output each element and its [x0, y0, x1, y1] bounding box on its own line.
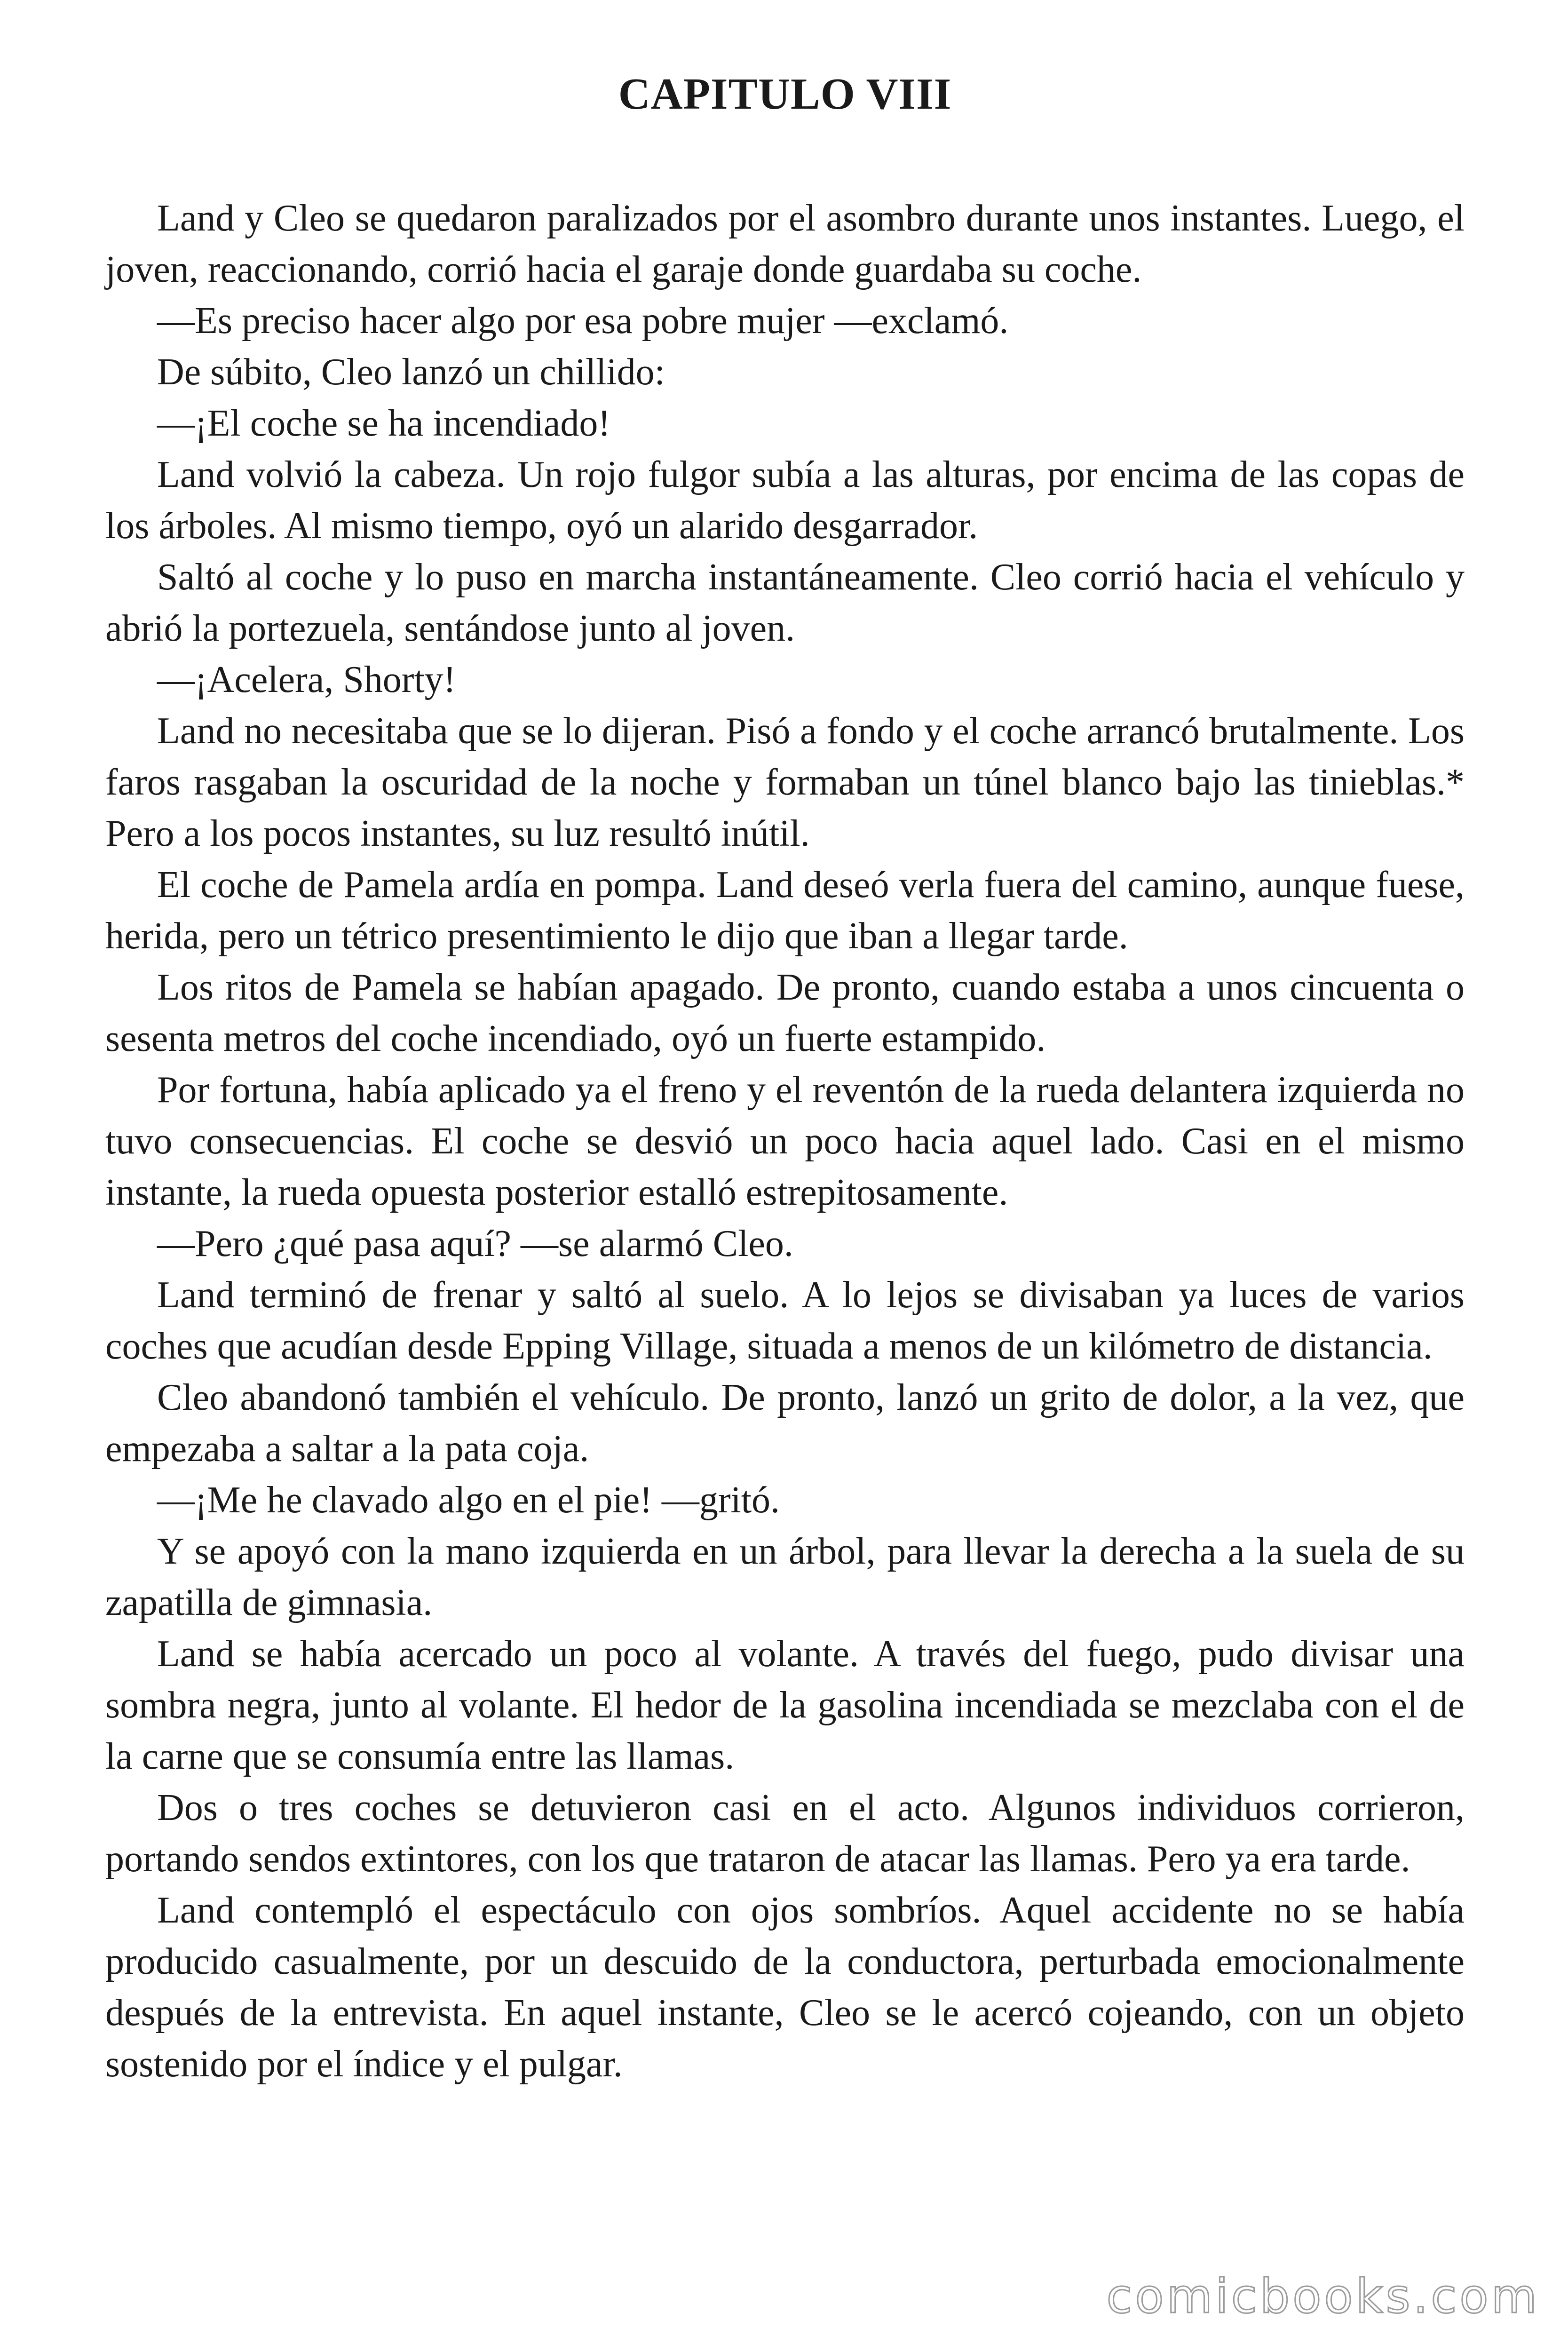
paragraph: —Pero ¿qué pasa aquí? —se alarmó Cleo.: [157, 1223, 793, 1264]
paragraph: Cleo abandonó también el vehículo. De pronto, lanzó un grito de dolor, a la vez, que empezaba a saltar a la pata coja.: [105, 1377, 1465, 1470]
paragraph: Dos o tres coches se detuvieron casi en el acto. Algunos individuos corrieron, portando sendos extintores, con los que trataron de atacar las llamas. Pero ya era tarde.: [105, 1787, 1465, 1880]
paragraph: Los ritos de Pamela se habían apagado. De pronto, cuando estaba a unos cincuenta o sesenta metros del coche incendiado, oyó un fuerte estampido.: [105, 967, 1465, 1059]
page-content: [105, 66, 1465, 2090]
paragraph: El coche de Pamela ardía en pompa. Land deseó verla fuera del camino, aunque fuese, herida, pero un tétrico presentimiento le dijo que iban a llegar tarde.: [105, 864, 1465, 957]
paragraph: Y se apoyó con la mano izquierda en un árbol, para llevar la derecha a la suela de su zapatilla de gimnasia.: [105, 1531, 1465, 1623]
paragraph: Land y Cleo se quedaron paralizados por el asombro durante unos instantes. Luego, el joven, reaccionando, corrió hacia el garaje donde guardaba su coche.: [105, 198, 1465, 290]
paragraph: —Es preciso hacer algo por esa pobre mujer —exclamó.: [157, 300, 1009, 342]
paragraph: Saltó al coche y lo puso en marcha instantáneamente. Cleo corrió hacia el vehículo y abrió la portezuela, sentándose junto al joven.: [105, 556, 1465, 649]
paragraph: Land volvió la cabeza. Un rojo fulgor subía a las alturas, por encima de las copas de los árboles. Al mismo tiempo, oyó un alarido desgarrador.: [105, 454, 1465, 547]
paragraph: Land se había acercado un poco al volante. A través del fuego, pudo divisar una sombra negra, junto al volante. El hedor de la gasolina incendiada se mezclaba con el de la carne que se consumía entre las llamas.: [105, 1633, 1465, 1777]
paragraph: Land terminó de frenar y saltó al suelo. A lo lejos se divisaban ya luces de varios coches que acudían desde Epping Village, situada a menos de un kilómetro de distancia.: [105, 1274, 1465, 1367]
paragraph: —¡Acelera, Shorty!: [157, 659, 456, 700]
watermark: comicbooks.com: [1106, 2269, 1540, 2324]
paragraph: —¡El coche se ha incendiado!: [157, 403, 611, 444]
paragraph: Por fortuna, había aplicado ya el freno y el reventón de la rueda delantera izquierda no tuvo consecuencias. El coche se desvió un poco hacia aquel lado. Casi en el mismo instante, la rueda opuesta posterior estalló estrepitosamente.: [105, 1069, 1465, 1213]
chapter-body: [105, 193, 1465, 2090]
paragraph: —¡Me he clavado algo en el pie! —gritó.: [157, 1479, 780, 1521]
paragraph: Land no necesitaba que se lo dijeran. Pisó a fondo y el coche arrancó brutalmente. Los faros rasgaban la oscuridad de la noche y formaban un túnel blanco bajo las tinieblas.* Pero a los pocos instantes, su luz resultó inútil.: [105, 710, 1465, 854]
paragraph: De súbito, Cleo lanzó un chillido:: [157, 351, 665, 393]
paragraph: Land contempló el espectáculo con ojos sombríos. Aquel accidente no se había producido casualmente, por un descuido de la conductora, perturbada emocionalmente después de la entrevista. En aquel instante, Cleo se le acercó cojeando, con un objeto sostenido por el índice y el pulgar.: [105, 1890, 1465, 2085]
chapter-title: CAPITULO VIII: [618, 70, 952, 119]
